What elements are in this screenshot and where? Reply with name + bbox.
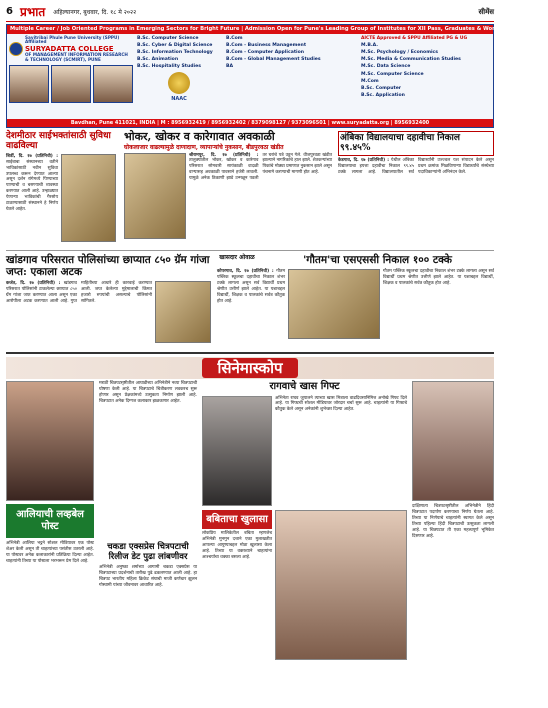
article-body: दाक्षिणात्य चित्रपटसृष्टीतील अभिनेत्रीने हिंदी चित्रपटात पदार्पण करण्याचा निर्णय घेतला आहे. तिच्या या निर्णयाचे चाहत्यांनी स्वागत केले असून तिच्या पहिल्या हिंदी चित्रपटाची उत्सुकता लागली आहे. या चित्रपटात ती एका महत्त्वपूर्ण भूमिकेत दिसणार आहे.	[412, 504, 494, 539]
rain-article	[124, 131, 332, 250]
ad-top-banner: Multiple Career / Job Oriented Programs in Emerging Sectors for Bright Future | Admission Open for Pune's Leading Group of Institutes for XII Pass, Graduates & Working Professionals	[7, 25, 493, 34]
article-body: अभिनेत्री अनुष्का शर्माच्या आगामी चकडा एक्सप्रेस या चित्रपटाच्या प्रदर्शनाची तारीख पुढे ढकलण्यात आली आहे. हा चित्रपट भारतीय महिला क्रिकेट संघाची माजी कर्णधार झुलन गोस्वामी यांच्या जीवनावर आधारित आहे.	[99, 565, 197, 589]
article-dateline: कोपरगाव, दि. १७ (प्रतिनिधी) :	[217, 269, 274, 275]
cinemascope-band	[6, 357, 494, 379]
course-item: M.Sc. Media & Communication Studies	[361, 57, 461, 63]
gautam-article	[217, 254, 494, 352]
article-headline: देशमीठार साईभक्तांसाठी सुविधा वाढविल्या	[6, 131, 111, 152]
course-item: M.Sc. Computer Science	[361, 71, 424, 77]
article-subheadline: घोकलाजार वाढल्यामुळे दाणादाण, व्यापाऱ्यांचे नुकसान, बीडपुरवठा खंडीत	[124, 143, 284, 151]
ad-photo	[51, 65, 91, 103]
course-item: B.Sc. Information Technology	[137, 49, 213, 55]
actor-photo	[202, 396, 272, 506]
article-dateline: केडगाव, दि. १७ (प्रतिनिधी) :	[338, 157, 390, 163]
course-item: B.Com	[226, 35, 243, 41]
news-row	[6, 131, 494, 251]
course-list-right-2	[361, 79, 490, 99]
chakda-column	[99, 381, 197, 677]
actress-photo	[412, 381, 494, 501]
college-advertisement	[6, 24, 548, 128]
article-headline: 'गौतम'चा एसएससी निकाल १०० टक्के	[303, 254, 452, 266]
article-photo	[61, 154, 116, 242]
article-headline: बबिताचा खुलासा	[202, 510, 272, 530]
course-item: M.B.A.	[361, 43, 378, 48]
actress-photo	[6, 381, 94, 501]
course-item: B.Sc. Application	[361, 93, 405, 99]
article-headline: आलियाची लव्हबेल पोस्ट	[6, 504, 94, 538]
ganja-article	[6, 254, 211, 352]
naac-label: NAAC	[171, 95, 187, 102]
issue-date: अहिल्यानगर, बुधवार, दि. १८ मे २०२२	[53, 8, 137, 16]
naac-badge-icon	[168, 72, 190, 94]
article-body: साईबाबा संस्थानच्या वतीने भाविकांसाठी नवीन सुविधा उपलब्ध करून देण्यात आल्या असून दर्शन रांगेमध्ये पिण्याच्या पाण्याची व बसण्याची व्यवस्था करण्यात आली आहे. उन्हाळ्यात येणाऱ्या भाविकांची गैरसोय टाळण्यासाठी संस्थानने हे निर्णय घेतले आहेत.	[6, 159, 58, 213]
article-body: लोकप्रिय मालिकेतील बबिता म्हणजेच अभिनेत्री मुनमुन दत्ताने एका मुलाखतीत आपल्या आयुष्याबद्दल मोठा खुलासा केला आहे. तिच्या या वक्तव्याने चाहत्यांना आश्चर्याचा धक्का बसला आहे.	[202, 531, 272, 560]
ad-section-heading: AICTE Approved & SPPU Affiliated PG & UG	[361, 35, 468, 41]
shirdi-article	[6, 131, 118, 250]
article-body: येथील अंबिका विद्यालयाचा इयत्ता दहावीचा निकाल ९९.४५ टक्के लागला आहे. विद्यालयातील सर्व विद्यार्थ्यांनी उज्ज्वल यश संपादन केले असून प्रथम क्रमांक मिळविणाऱ्या विद्यार्थ्यांचे संस्थेच्या पदाधिकाऱ्यांनी अभिनंदन केले.	[338, 157, 494, 175]
ad-photo	[9, 65, 49, 103]
article-dateline: कर्जत, दि. १७ (प्रतिनिधी) :	[6, 281, 61, 287]
masthead	[6, 4, 494, 22]
ambika-article	[338, 131, 494, 250]
ad-contact-banner: Bavdhan, Pune 411021, INDIA | M : 8956932419 / 8956932402 / 8379098127 / 9373096501 | www.suryadatta.org | 8956932400	[7, 119, 493, 127]
actress-photo	[275, 510, 407, 660]
course-item: B.Sc. Hospitality Studies	[137, 64, 201, 69]
article-kicker: खासदार ओवाळ	[219, 254, 255, 261]
article-body: तालुक्यातील भोकर, खोकर व कारेगाव परिसरात सोमवारी सायंकाळी वादळी वाऱ्यासह अवकाळी पावसाने हजेरी लावली. यामुळे अनेक ठिकाणी झाडे उन्मळून पडली तर घरांचे पत्रे उडून गेले. वीजपुरवठा खंडीत झाल्याने नागरिकांचे हाल झाले. शेतकऱ्यांच्या पिकांचे मोठ्या प्रमाणात नुकसान झाले असून पंचनामे करण्याची मागणी होत आहे.	[189, 152, 332, 182]
article-body: अभिनेत्री आलिया भट्टने सोशल मीडियावर एक पोस्ट शेअर केली असून ती चाहत्यांच्या पसंतीस उतरली आहे. या पोस्टवर अनेक कलाकारांनी प्रतिक्रिया दिल्या आहेत. चाहत्यांनी तिच्या या पोस्टला भरभरून प्रेम दिले आहे.	[6, 541, 94, 564]
course-item: B.Sc. Cyber & Digital Science	[137, 42, 213, 48]
course-item: B.Com - Global Management Studies	[226, 56, 321, 62]
news-row-2	[6, 254, 494, 354]
alia-column	[6, 381, 94, 677]
article-headline: भोकर, खोकर व कारेगावात अवकाळी	[124, 130, 275, 143]
course-item: M.Sc. Psychology / Economics	[361, 50, 439, 56]
newspaper-logo: प्रभात	[20, 5, 46, 19]
course-list-mid	[226, 36, 355, 70]
page-number: 6	[6, 6, 13, 18]
course-item: M.Sc. Data Science	[361, 64, 411, 70]
course-item: B.Com - Computer Application	[226, 49, 305, 55]
article-photo	[288, 269, 380, 339]
article-dateline: शिर्डी, दि. १७ (प्रतिनिधी) :	[6, 153, 58, 159]
article-headline: चकडा एक्सप्रेस चित्रपटाची रिलीज डेट पुढा लांबणीवर	[107, 542, 189, 563]
article-headline: अंबिका विद्यालयाचा दहावीचा निकाल ९९.४५%	[338, 131, 494, 156]
col4	[412, 381, 494, 677]
college-title	[25, 36, 133, 63]
section-title: सिनेमास्कोप	[202, 358, 299, 379]
article-body: अभिनेता राघव जुयालने त्याच्या खास मित्राला वाढदिवसानिमित्त अनोखे गिफ्ट दिले आहे. या गिफ्टची सोशल मीडियावर जोरदार चर्चा सुरू आहे. चाहत्यांनी या गिफ्टचे कौतुक केले असून अनेकांनी शुभेच्छा दिल्या आहेत.	[275, 395, 407, 413]
course-item: M.Com	[361, 79, 379, 85]
course-item: B.Com - Business Management	[226, 42, 307, 48]
course-list-right	[361, 43, 490, 77]
course-item: B.Sc. Computer	[361, 86, 402, 92]
article-body: मराठी चित्रपटसृष्टीतील आघाडीच्या अभिनेत्रीने नव्या चित्रपटाची घोषणा केली आहे. या चित्रपटाचे चित्रीकरण लवकरच सुरू होणार असून प्रेक्षकांमध्ये उत्सुकता निर्माण झाली आहे. चित्रपटात अनेक दिग्गज कलाकार झळकणार आहेत.	[99, 381, 197, 404]
course-item: B.Sc. Animation	[137, 56, 179, 62]
article-headline: रागवाचे खास गिफ्ट	[269, 381, 340, 392]
college-seal-icon	[9, 42, 23, 56]
article-headline: खांडगाव परिसरात पोलिसांच्या छाप्यात ८५० ग्रॅम गांजा जप्त: एकाला अटक	[6, 254, 210, 279]
article-body-continued: गौतम पब्लिक स्कूलचा दहावीचा निकाल शंभर टक्के लागला असून सर्व विद्यार्थी प्रथम श्रेणीत उत्तीर्ण झाले आहेत. या यशाबद्दल विद्यार्थी, शिक्षक व पालकांचे सर्वत्र कौतुक होत आहे.	[383, 269, 494, 286]
ragha-column	[202, 381, 407, 677]
cinemascope-section	[6, 381, 494, 677]
article-dateline: श्रीरामपूर, दि. १७ (प्रतिनिधी) :	[189, 152, 259, 158]
college-subtitle: OF MANAGEMENT INFORMATION RESEARCH & TECHNOLOGY (SCMIRT), PUNE	[25, 52, 128, 63]
ad-photo	[93, 65, 133, 103]
college-name: SURYADATTA COLLEGE	[25, 45, 114, 54]
course-item: B.Sc. Computer Science	[137, 35, 199, 41]
college-affiliation: Savitribai Phule Pune University (SPPU) Affiliated	[25, 34, 120, 45]
course-item: BA	[226, 64, 234, 69]
course-list-left	[137, 36, 221, 70]
edition-label: सीमेंस	[478, 8, 494, 17]
article-body: खांडगाव परिसरात पोलिसांनी टाकलेल्या छाप्यात ८५० ग्रॅम गांजा जप्त करण्यात आला असून एका आरोपीला अटक करण्यात आली आहे. गुप्त माहितीच्या आधारे ही कारवाई करण्यात आली. जप्त केलेल्या मुद्देमालाची किंमत हजारो रुपयांची असल्याचे पोलिसांनी सांगितले.	[6, 281, 152, 304]
article-photo	[155, 281, 211, 343]
article-body: गौतम पब्लिक स्कूलचा दहावीचा निकाल शंभर टक्के लागला असून सर्व विद्यार्थी प्रथम श्रेणीत उत्तीर्ण झाले आहेत. या यशाबद्दल विद्यार्थी, शिक्षक व पालकांचे सर्वत्र कौतुक होत आहे.	[217, 269, 285, 304]
article-photo	[124, 153, 186, 239]
